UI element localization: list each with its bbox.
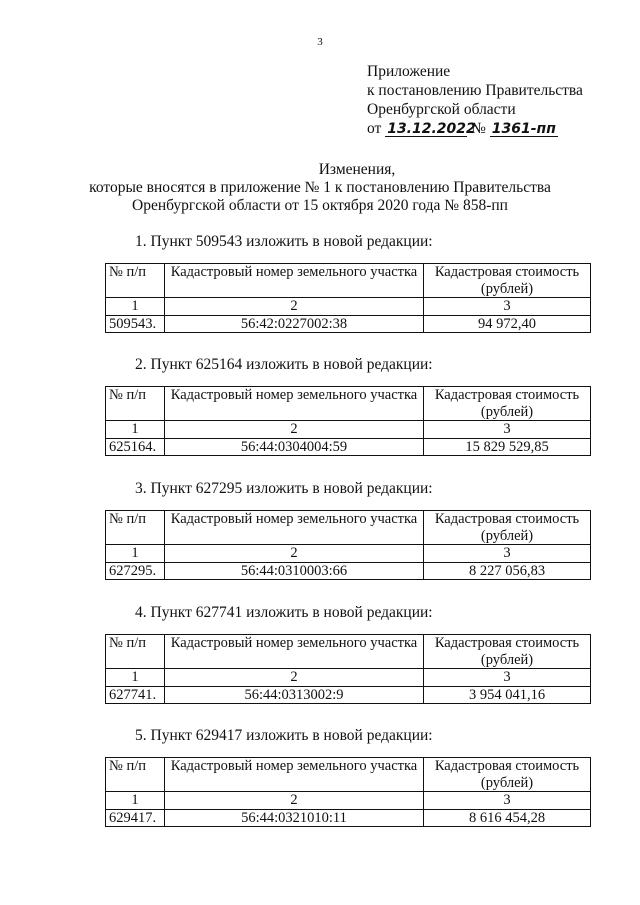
table-index-row [106, 669, 591, 687]
index-cell: 3 [424, 421, 591, 439]
cadastral-number-cell: 56:44:0313002:9 [165, 686, 424, 704]
header-cell-cadastral: Кадастровый номер земельного участка [165, 387, 424, 421]
cost-cell: 94 972,40 [424, 315, 591, 333]
row-number-cell: 509543. [106, 315, 165, 333]
appendix-block [367, 62, 627, 138]
cadastral-table [105, 634, 591, 704]
header-cell-cost [424, 635, 591, 669]
header-cell-cadastral: Кадастровый номер земельного участка [165, 758, 424, 792]
cost-cell: 8 616 454,28 [424, 809, 591, 827]
cadastral-table [105, 757, 591, 827]
index-cell: 3 [424, 298, 591, 316]
section-heading: 4. Пункт 627741 изложить в новой редакции: [135, 604, 433, 621]
index-cell: 2 [165, 298, 424, 316]
header-cost-line-2: (рублей) [480, 651, 534, 668]
index-cell: 2 [165, 669, 424, 687]
header-cell-cost [424, 758, 591, 792]
table-row [106, 315, 591, 333]
document-title [0, 161, 640, 215]
table-index-row [106, 421, 591, 439]
table-index-row [106, 298, 591, 316]
header-cost-line-2: (рублей) [480, 403, 534, 420]
index-cell: 1 [106, 669, 165, 687]
section-heading: 3. Пункт 627295 изложить в новой редакции: [135, 480, 433, 497]
index-cell: 3 [424, 792, 591, 810]
cadastral-number-cell: 56:44:0310003:66 [165, 562, 424, 580]
header-cell-number: № п/п [106, 264, 165, 298]
cadastral-number-cell: 56:44:0304004:59 [165, 438, 424, 456]
table-header-row [106, 635, 591, 669]
cost-cell: 3 954 041,16 [424, 686, 591, 704]
row-number-cell: 627741. [106, 686, 165, 704]
header-cost-line-2: (рублей) [480, 774, 534, 791]
cost-cell: 8 227 056,83 [424, 562, 591, 580]
header-cell-number: № п/п [106, 387, 165, 421]
section-heading: 1. Пункт 509543 изложить в новой редакции: [135, 233, 433, 250]
table-header-row [106, 511, 591, 545]
index-cell: 3 [424, 545, 591, 563]
table-header-row [106, 758, 591, 792]
appendix-date-line [367, 119, 627, 138]
table-index-row [106, 792, 591, 810]
table-index-row [106, 545, 591, 563]
section-heading: 2. Пункт 625164 изложить в новой редакции: [135, 356, 433, 373]
index-cell: 1 [106, 421, 165, 439]
header-cost-line-1: Кадастровая стоимость [434, 511, 580, 527]
header-cell-cost [424, 264, 591, 298]
index-cell: 1 [106, 298, 165, 316]
header-cell-number: № п/п [106, 635, 165, 669]
index-cell: 2 [165, 545, 424, 563]
appendix-line-3: Оренбургской области [367, 101, 516, 118]
handwritten-date: 13.12.2022 [387, 121, 476, 137]
header-cost-line-2: (рублей) [480, 280, 534, 297]
header-cost-line-1: Кадастровая стоимость [434, 758, 580, 774]
index-cell: 2 [165, 792, 424, 810]
date-prefix: от [367, 120, 382, 137]
table-row [106, 809, 591, 827]
section-heading: 5. Пункт 629417 изложить в новой редакции: [135, 727, 433, 744]
index-cell: 1 [106, 545, 165, 563]
handwritten-number: 1361-пп [491, 121, 556, 137]
cadastral-table [105, 386, 591, 456]
header-cell-cadastral: Кадастровый номер земельного участка [165, 511, 424, 545]
header-cell-cadastral: Кадастровый номер земельного участка [165, 635, 424, 669]
table-header-row [106, 264, 591, 298]
header-cell-cost [424, 511, 591, 545]
header-cell-cadastral: Кадастровый номер земельного участка [165, 264, 424, 298]
header-cost-line-1: Кадастровая стоимость [434, 635, 580, 651]
cadastral-number-cell: 56:44:0321010:11 [165, 809, 424, 827]
cost-cell: 15 829 529,85 [424, 438, 591, 456]
header-cell-number: № п/п [106, 758, 165, 792]
page-number: 3 [317, 36, 323, 48]
cadastral-table [105, 263, 591, 333]
index-cell: 1 [106, 792, 165, 810]
header-cost-line-1: Кадастровая стоимость [434, 387, 580, 403]
title-line-2: которые вносятся в приложение № 1 к постановлению Правительства [89, 179, 551, 196]
row-number-cell: 629417. [106, 809, 165, 827]
appendix-line-2: к постановлению Правительства [367, 82, 583, 99]
header-cell-number: № п/п [106, 511, 165, 545]
cadastral-table [105, 510, 591, 580]
table-header-row [106, 387, 591, 421]
cadastral-number-cell: 56:42:0227002:38 [165, 315, 424, 333]
index-cell: 2 [165, 421, 424, 439]
table-row [106, 562, 591, 580]
index-cell: 3 [424, 669, 591, 687]
table-row [106, 438, 591, 456]
number-prefix: № [471, 120, 486, 137]
header-cost-line-1: Кадастровая стоимость [434, 264, 580, 280]
header-cell-cost [424, 387, 591, 421]
table-row [106, 686, 591, 704]
title-line-1: Изменения, [318, 161, 396, 178]
row-number-cell: 625164. [106, 438, 165, 456]
appendix-line-1: Приложение [367, 63, 451, 80]
title-line-3: Оренбургской области от 15 октября 2020 года № 858-пп [132, 197, 508, 214]
row-number-cell: 627295. [106, 562, 165, 580]
header-cost-line-2: (рублей) [480, 527, 534, 544]
